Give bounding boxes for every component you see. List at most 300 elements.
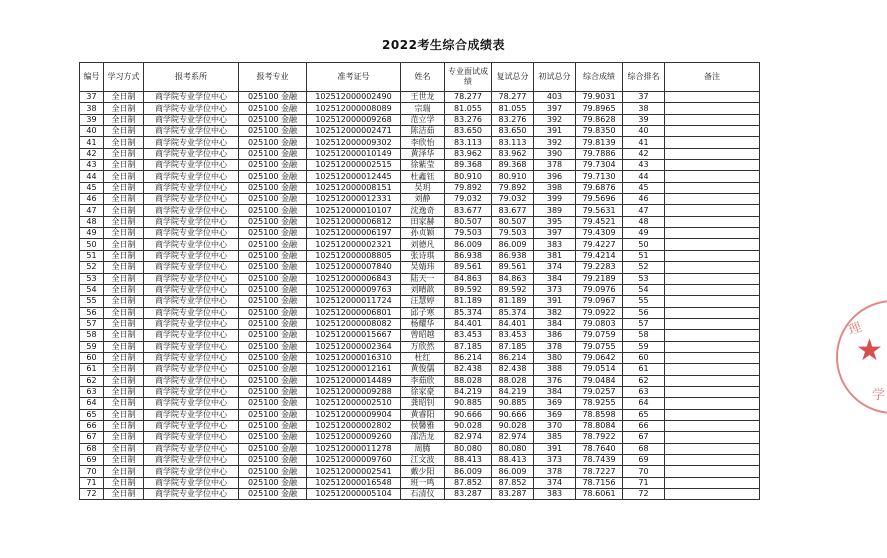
table-cell: 79.4309 — [576, 228, 623, 239]
table-cell: 52 — [623, 262, 665, 273]
table-cell — [665, 126, 760, 137]
table-cell: 江文波 — [401, 455, 445, 466]
table-cell: 商学院专业学位中心 — [144, 443, 239, 454]
table-cell: 025100 金融 — [239, 330, 307, 341]
table-cell: 373 — [534, 284, 576, 295]
table-cell: 79.8628 — [576, 114, 623, 125]
table-row — [80, 318, 760, 329]
table-cell: 商学院专业学位中心 — [144, 137, 239, 148]
table-cell: 51 — [80, 250, 104, 261]
table-cell: 62 — [623, 375, 665, 386]
table-cell: 41 — [80, 137, 104, 148]
table-cell: 68 — [80, 443, 104, 454]
table-cell: 025100 金融 — [239, 273, 307, 284]
table-row — [80, 205, 760, 216]
table-cell: 025100 金融 — [239, 307, 307, 318]
table-cell: 徐紫莹 — [401, 160, 445, 171]
seal-char: 理 — [846, 320, 864, 339]
table-cell: 戴少阳 — [401, 466, 445, 477]
table-cell: 373 — [534, 455, 576, 466]
table-cell: 徐家豪 — [401, 386, 445, 397]
table-cell: 45 — [80, 182, 104, 193]
table-cell: 40 — [623, 126, 665, 137]
table-cell: 79.503 — [445, 228, 492, 239]
table-cell: 42 — [623, 148, 665, 159]
table-cell: 83.287 — [445, 489, 492, 500]
table-cell: 刘德凡 — [401, 239, 445, 250]
table-cell: 102512000002802 — [307, 420, 401, 431]
table-cell: 79.0967 — [576, 296, 623, 307]
table-cell: 60 — [80, 352, 104, 363]
table-cell: 邱子寒 — [401, 307, 445, 318]
table-cell: 78.7640 — [576, 443, 623, 454]
table-cell: 81.189 — [445, 296, 492, 307]
table-cell: 025100 金融 — [239, 103, 307, 114]
table-cell: 79.0922 — [576, 307, 623, 318]
table-cell: 商学院专业学位中心 — [144, 182, 239, 193]
table-cell: 商学院专业学位中心 — [144, 386, 239, 397]
table-cell: 39 — [623, 114, 665, 125]
table-cell: 吴婧玮 — [401, 262, 445, 273]
table-row — [80, 364, 760, 375]
table-cell: 102512000009302 — [307, 137, 401, 148]
table-cell: 59 — [80, 341, 104, 352]
table-cell: 81.189 — [492, 296, 534, 307]
table-cell: 全日制 — [104, 375, 144, 386]
table-cell: 102512000011724 — [307, 296, 401, 307]
table-row — [80, 375, 760, 386]
table-row — [80, 273, 760, 284]
table-cell: 025100 金融 — [239, 262, 307, 273]
table-cell: 025100 金融 — [239, 114, 307, 125]
table-cell: 85.374 — [445, 307, 492, 318]
table-cell: 396 — [534, 171, 576, 182]
table-cell — [665, 103, 760, 114]
table-cell: 025100 金融 — [239, 455, 307, 466]
table-cell: 025100 金融 — [239, 489, 307, 500]
table-cell: 102512000002510 — [307, 398, 401, 409]
table-cell: 51 — [623, 250, 665, 261]
table-cell: 商学院专业学位中心 — [144, 307, 239, 318]
table-cell: 沈逸奇 — [401, 205, 445, 216]
table-cell: 全日制 — [104, 216, 144, 227]
table-cell: 商学院专业学位中心 — [144, 239, 239, 250]
table-cell: 商学院专业学位中心 — [144, 126, 239, 137]
table-cell: 黄俊儒 — [401, 364, 445, 375]
table-cell — [665, 137, 760, 148]
table-row — [80, 341, 760, 352]
table-cell: 全日制 — [104, 239, 144, 250]
table-cell: 41 — [623, 137, 665, 148]
table-cell: 49 — [623, 228, 665, 239]
table-cell — [665, 114, 760, 125]
table-cell: 商学院专业学位中心 — [144, 114, 239, 125]
table-cell: 376 — [534, 375, 576, 386]
table-cell: 全日制 — [104, 114, 144, 125]
table-row — [80, 466, 760, 477]
column-header: 准考证号 — [307, 63, 401, 92]
column-header: 报考专业 — [239, 63, 307, 92]
table-cell: 43 — [623, 160, 665, 171]
table-cell: 392 — [534, 114, 576, 125]
table-cell: 全日制 — [104, 250, 144, 261]
table-cell: 78.277 — [445, 92, 492, 103]
table-cell: 025100 金融 — [239, 375, 307, 386]
table-cell: 53 — [80, 273, 104, 284]
table-cell: 102512000007840 — [307, 262, 401, 273]
table-cell: 102512000010107 — [307, 205, 401, 216]
table-cell: 102512000002321 — [307, 239, 401, 250]
table-cell: 商学院专业学位中心 — [144, 352, 239, 363]
table-cell: 82.438 — [492, 364, 534, 375]
table-cell — [665, 216, 760, 227]
table-cell: 80.507 — [492, 216, 534, 227]
table-cell: 86.214 — [445, 352, 492, 363]
table-cell: 67 — [80, 432, 104, 443]
table-cell: 78.8084 — [576, 420, 623, 431]
table-cell: 79.7130 — [576, 171, 623, 182]
table-cell: 52 — [80, 262, 104, 273]
table-cell: 79.4214 — [576, 250, 623, 261]
table-cell — [665, 455, 760, 466]
table-cell: 88.413 — [492, 455, 534, 466]
table-cell — [665, 239, 760, 250]
table-cell: 89.368 — [445, 160, 492, 171]
table-cell — [665, 375, 760, 386]
table-cell: 37 — [80, 92, 104, 103]
table-cell: 47 — [623, 205, 665, 216]
table-cell: 395 — [534, 216, 576, 227]
table-cell: 侯馨雅 — [401, 420, 445, 431]
table-cell: 49 — [80, 228, 104, 239]
table-cell: 90.885 — [445, 398, 492, 409]
table-cell: 79.032 — [445, 194, 492, 205]
table-cell: 383 — [534, 489, 576, 500]
star-icon: ★ — [856, 333, 883, 368]
column-header: 报考系所 — [144, 63, 239, 92]
table-cell: 370 — [534, 420, 576, 431]
table-cell — [665, 398, 760, 409]
table-cell — [665, 171, 760, 182]
seal-char: 学 — [872, 388, 886, 403]
table-cell: 商学院专业学位中心 — [144, 330, 239, 341]
table-cell: 全日制 — [104, 296, 144, 307]
table-cell — [665, 182, 760, 193]
table-cell: 60 — [623, 352, 665, 363]
table-cell: 全日制 — [104, 432, 144, 443]
table-cell: 89.368 — [492, 160, 534, 171]
table-cell: 87.185 — [492, 341, 534, 352]
table-cell: 全日制 — [104, 273, 144, 284]
table-cell: 62 — [80, 375, 104, 386]
table-cell — [665, 489, 760, 500]
table-row — [80, 216, 760, 227]
table-cell: 80.080 — [492, 443, 534, 454]
table-cell: 全日制 — [104, 160, 144, 171]
table-cell: 全日制 — [104, 307, 144, 318]
table-cell: 宗瑞 — [401, 103, 445, 114]
table-cell: 80.507 — [445, 216, 492, 227]
table-row — [80, 432, 760, 443]
table-row — [80, 296, 760, 307]
table-row — [80, 455, 760, 466]
table-cell: 82.974 — [445, 432, 492, 443]
table-cell: 80.910 — [445, 171, 492, 182]
table-cell: 范立学 — [401, 114, 445, 125]
table-cell — [665, 296, 760, 307]
table-cell: 102512000002471 — [307, 126, 401, 137]
table-cell: 龚昭钊 — [401, 398, 445, 409]
table-row — [80, 114, 760, 125]
table-cell: 57 — [80, 318, 104, 329]
table-cell: 79.892 — [445, 182, 492, 193]
table-cell: 84.401 — [445, 318, 492, 329]
table-cell: 380 — [534, 352, 576, 363]
table-row — [80, 443, 760, 454]
table-cell: 025100 金融 — [239, 341, 307, 352]
table-cell: 384 — [534, 318, 576, 329]
table-cell: 商学院专业学位中心 — [144, 273, 239, 284]
table-row — [80, 398, 760, 409]
table-cell: 102512000012331 — [307, 194, 401, 205]
table-cell: 45 — [623, 182, 665, 193]
table-cell: 57 — [623, 318, 665, 329]
table-cell: 102512000015667 — [307, 330, 401, 341]
table-cell — [665, 330, 760, 341]
table-cell — [665, 262, 760, 273]
table-cell: 全日制 — [104, 443, 144, 454]
score-table — [79, 62, 760, 500]
table-cell: 全日制 — [104, 182, 144, 193]
table-cell: 陈洁茹 — [401, 126, 445, 137]
table-cell: 79.8350 — [576, 126, 623, 137]
table-cell — [665, 432, 760, 443]
table-cell: 商学院专业学位中心 — [144, 284, 239, 295]
table-cell: 56 — [623, 307, 665, 318]
table-cell: 全日制 — [104, 352, 144, 363]
table-cell: 商学院专业学位中心 — [144, 160, 239, 171]
table-cell: 102512000016310 — [307, 352, 401, 363]
table-cell: 385 — [534, 432, 576, 443]
table-cell: 38 — [623, 103, 665, 114]
table-cell: 81.055 — [492, 103, 534, 114]
table-cell: 杨耀华 — [401, 318, 445, 329]
table-cell: 56 — [80, 307, 104, 318]
table-cell: 78.7227 — [576, 466, 623, 477]
table-cell: 田家赫 — [401, 216, 445, 227]
table-cell: 025100 金融 — [239, 216, 307, 227]
table-cell: 025100 金融 — [239, 443, 307, 454]
table-cell: 90.885 — [492, 398, 534, 409]
table-cell: 63 — [80, 386, 104, 397]
table-cell: 商学院专业学位中心 — [144, 341, 239, 352]
table-cell: 79.892 — [492, 182, 534, 193]
table-cell: 89.592 — [492, 284, 534, 295]
table-cell: 102512000006812 — [307, 216, 401, 227]
table-cell: 61 — [80, 364, 104, 375]
table-cell: 全日制 — [104, 466, 144, 477]
table-cell: 102512000009260 — [307, 432, 401, 443]
table-cell: 390 — [534, 148, 576, 159]
table-cell: 69 — [80, 455, 104, 466]
table-cell: 87.852 — [492, 477, 534, 488]
table-cell: 025100 金融 — [239, 420, 307, 431]
table-cell: 102512000009268 — [307, 114, 401, 125]
table-cell: 39 — [80, 114, 104, 125]
table-cell: 378 — [534, 466, 576, 477]
table-cell: 389 — [534, 205, 576, 216]
table-cell: 025100 金融 — [239, 228, 307, 239]
table-cell: 黄泽华 — [401, 148, 445, 159]
table-cell: 商学院专业学位中心 — [144, 489, 239, 500]
table-cell: 全日制 — [104, 477, 144, 488]
table-cell: 79.0803 — [576, 318, 623, 329]
table-cell — [665, 477, 760, 488]
table-cell: 全日制 — [104, 364, 144, 375]
table-cell: 025100 金融 — [239, 386, 307, 397]
table-cell — [665, 92, 760, 103]
table-cell: 78.277 — [492, 92, 534, 103]
table-cell: 刘静 — [401, 194, 445, 205]
table-cell: 102512000009904 — [307, 409, 401, 420]
table-cell: 86.938 — [445, 250, 492, 261]
table-cell: 025100 金融 — [239, 296, 307, 307]
table-cell: 商学院专业学位中心 — [144, 228, 239, 239]
table-cell: 79.5696 — [576, 194, 623, 205]
table-cell — [665, 318, 760, 329]
table-cell: 70 — [623, 466, 665, 477]
table-cell: 025100 金融 — [239, 182, 307, 193]
table-cell: 382 — [534, 307, 576, 318]
table-cell: 商学院专业学位中心 — [144, 216, 239, 227]
table-cell: 83.113 — [445, 137, 492, 148]
table-cell: 全日制 — [104, 386, 144, 397]
table-cell: 374 — [534, 477, 576, 488]
table-cell: 43 — [80, 160, 104, 171]
table-cell: 83.650 — [445, 126, 492, 137]
table-cell: 87.185 — [445, 341, 492, 352]
table-cell: 369 — [534, 409, 576, 420]
table-cell: 025100 金融 — [239, 284, 307, 295]
table-cell: 386 — [534, 330, 576, 341]
table-cell: 万欣然 — [401, 341, 445, 352]
table-cell: 石清仪 — [401, 489, 445, 500]
column-header: 初试总分 — [534, 63, 576, 92]
table-row — [80, 239, 760, 250]
table-cell: 46 — [623, 194, 665, 205]
table-cell: 90.666 — [492, 409, 534, 420]
table-row — [80, 330, 760, 341]
table-body — [80, 92, 760, 500]
table-cell: 杜鑫钰 — [401, 171, 445, 182]
table-cell: 商学院专业学位中心 — [144, 398, 239, 409]
table-cell: 全日制 — [104, 409, 144, 420]
table-cell: 79.2189 — [576, 273, 623, 284]
table-cell: 杜红 — [401, 352, 445, 363]
table-cell: 79.0976 — [576, 284, 623, 295]
column-header: 学习方式 — [104, 63, 144, 92]
table-cell: 61 — [623, 364, 665, 375]
table-cell: 79.9031 — [576, 92, 623, 103]
table-cell: 71 — [623, 477, 665, 488]
table-cell: 商学院专业学位中心 — [144, 103, 239, 114]
table-cell: 025100 金融 — [239, 92, 307, 103]
table-cell: 全日制 — [104, 262, 144, 273]
table-cell: 102512000011278 — [307, 443, 401, 454]
column-header: 编号 — [80, 63, 104, 92]
table-cell: 全日制 — [104, 341, 144, 352]
table-cell: 商学院专业学位中心 — [144, 194, 239, 205]
table-row — [80, 103, 760, 114]
table-cell: 025100 金融 — [239, 148, 307, 159]
table-cell — [665, 273, 760, 284]
table-cell: 全日制 — [104, 284, 144, 295]
table-cell: 80.080 — [445, 443, 492, 454]
table-row — [80, 352, 760, 363]
table-cell: 79.6876 — [576, 182, 623, 193]
table-cell — [665, 466, 760, 477]
table-cell — [665, 307, 760, 318]
table-cell: 商学院专业学位中心 — [144, 148, 239, 159]
column-header: 复试总分 — [492, 63, 534, 92]
table-cell: 025100 金融 — [239, 352, 307, 363]
table-cell: 79.4521 — [576, 216, 623, 227]
table-cell: 78.8598 — [576, 409, 623, 420]
table-row — [80, 489, 760, 500]
table-cell: 78.9255 — [576, 398, 623, 409]
column-header: 综合成绩 — [576, 63, 623, 92]
table-cell: 商学院专业学位中心 — [144, 296, 239, 307]
table-cell: 71 — [80, 477, 104, 488]
table-cell: 403 — [534, 92, 576, 103]
table-cell: 79.7886 — [576, 148, 623, 159]
table-cell: 87.852 — [445, 477, 492, 488]
table-cell: 68 — [623, 443, 665, 454]
table-cell: 班一鸣 — [401, 477, 445, 488]
table-cell: 85.374 — [492, 307, 534, 318]
table-cell: 58 — [623, 330, 665, 341]
table-cell: 025100 金融 — [239, 250, 307, 261]
table-cell: 025100 金融 — [239, 409, 307, 420]
table-cell: 025100 金融 — [239, 239, 307, 250]
table-cell: 102512000008082 — [307, 318, 401, 329]
table-cell: 025100 金融 — [239, 194, 307, 205]
table-cell: 83.962 — [492, 148, 534, 159]
table-cell: 378 — [534, 341, 576, 352]
table-cell: 80.910 — [492, 171, 534, 182]
table-cell: 84.219 — [445, 386, 492, 397]
table-cell: 102512000008151 — [307, 182, 401, 193]
column-header: 姓名 — [401, 63, 445, 92]
table-cell: 025100 金融 — [239, 126, 307, 137]
table-cell: 102512000009288 — [307, 386, 401, 397]
table-cell: 102512000008089 — [307, 103, 401, 114]
table-row — [80, 284, 760, 295]
table-cell: 102512000002490 — [307, 92, 401, 103]
table-cell — [665, 409, 760, 420]
table-cell: 79.5631 — [576, 205, 623, 216]
table-cell: 79.8139 — [576, 137, 623, 148]
table-cell: 商学院专业学位中心 — [144, 420, 239, 431]
table-cell: 曾昭越 — [401, 330, 445, 341]
table-cell: 汪慧婷 — [401, 296, 445, 307]
table-row — [80, 182, 760, 193]
table-cell: 54 — [623, 284, 665, 295]
table-header-row — [80, 63, 760, 92]
table-cell — [665, 284, 760, 295]
table-cell: 83.962 — [445, 148, 492, 159]
table-row — [80, 307, 760, 318]
